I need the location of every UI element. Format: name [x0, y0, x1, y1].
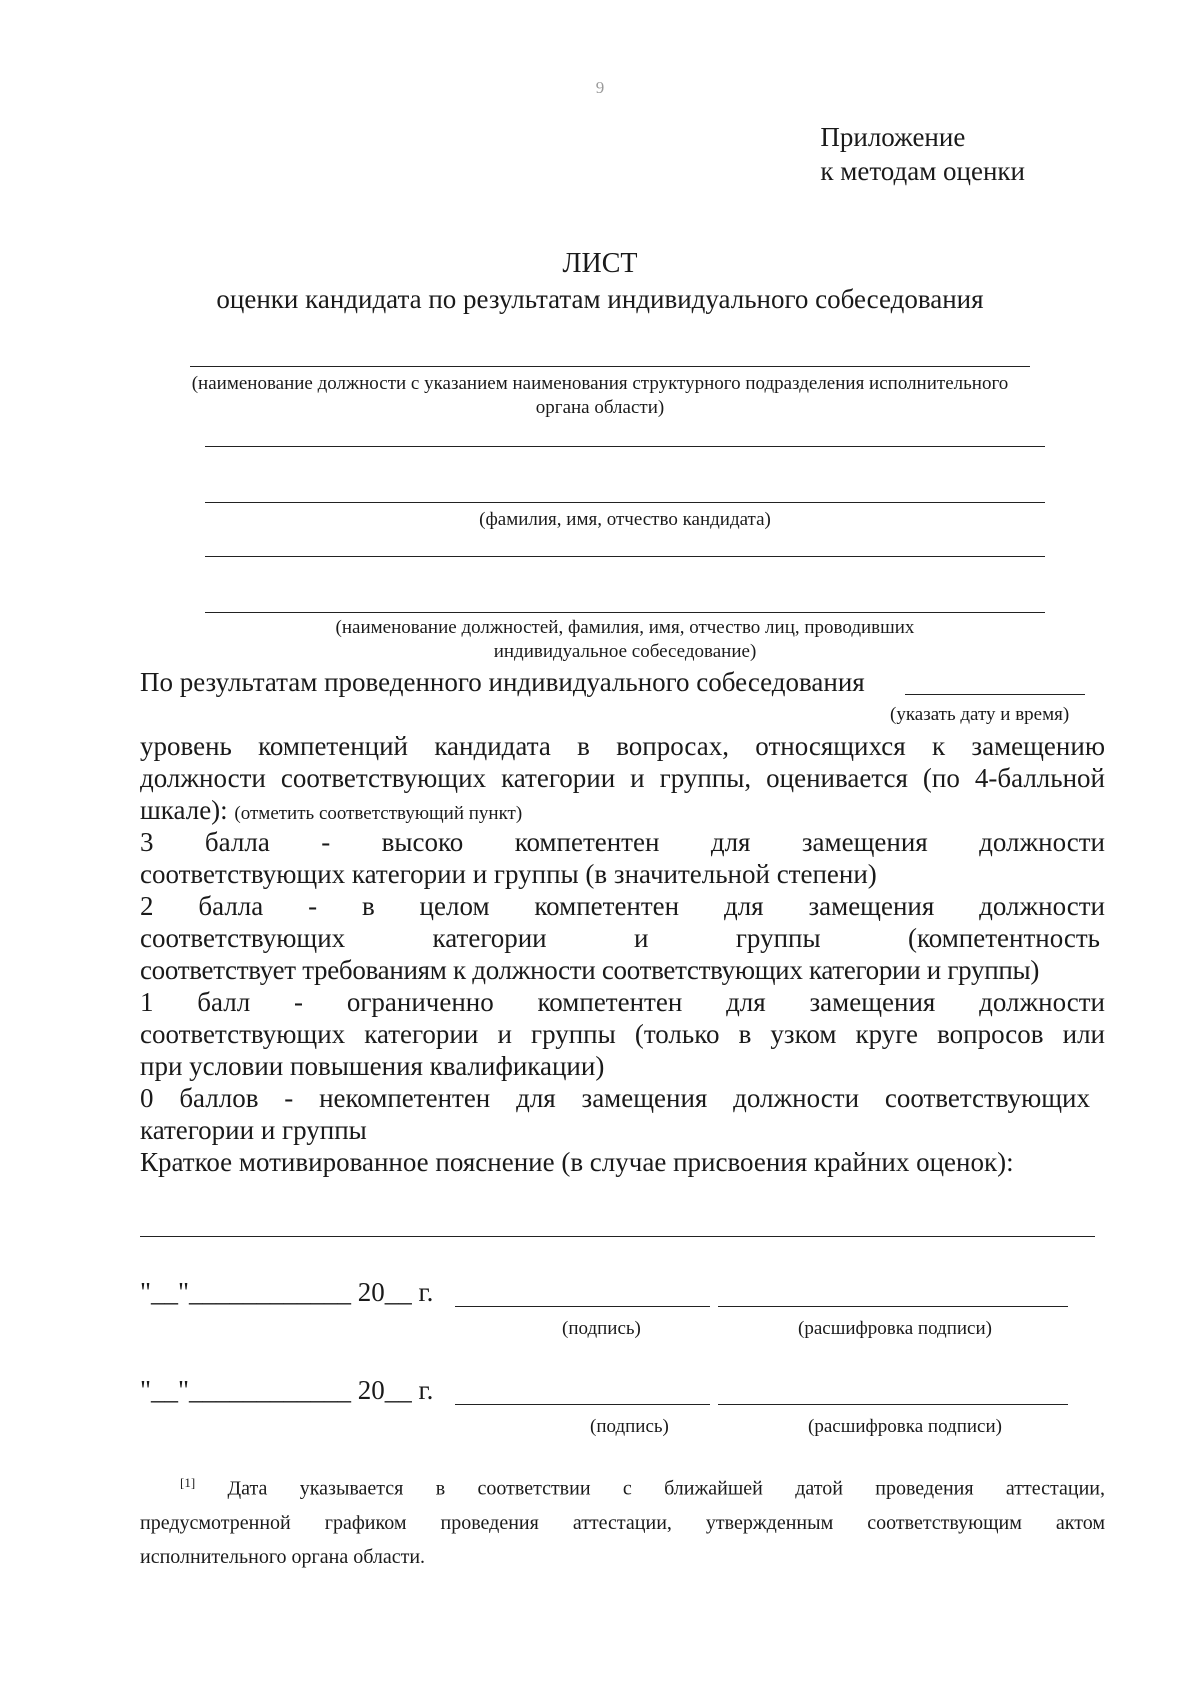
interviewers-caption-line-1: (наименование должностей, фамилия, имя, отчество лиц, проводивших — [335, 617, 915, 638]
level-text-line-2: должности соответствующих категории и группы, оценивается (по 4-балльной — [140, 763, 1105, 793]
footnote-line-3: исполнительного органа области. — [140, 1545, 426, 1568]
score-0-line-2: категории и группы — [140, 1115, 367, 1145]
document-subtitle: оценки кандидата по результатам индивидуального собеседования — [216, 284, 984, 314]
candidate-field-line-1[interactable] — [205, 446, 1045, 447]
document-title: ЛИСТ — [562, 248, 638, 279]
footnote-line-1-text: Дата указывается в соответствии с ближайшей датой проведения аттестации, — [227, 1477, 1105, 1500]
signature-row-1-decoding-line[interactable] — [718, 1306, 1068, 1307]
score-1-line-3: при условии повышения квалификации) — [140, 1051, 605, 1081]
signature-row-2-decoding-caption: (расшифровка подписи) — [808, 1416, 1002, 1437]
level-text-scale: шкале): — [140, 795, 228, 825]
interviewers-field-caption — [205, 616, 1045, 664]
footnote-line-2: предусмотренной графиком проведения аттестации, утвержденным соответствующим актом — [140, 1511, 1105, 1534]
signature-row-2-sign-line[interactable] — [455, 1404, 710, 1405]
annex-line-2: к методам оценки — [820, 156, 1025, 186]
signature-row-1-date[interactable]: "__"____________ 20__ г. — [140, 1277, 434, 1307]
score-2-line-1: 2 балла - в целом компетентен для замещения должности — [140, 891, 1105, 921]
level-text-line-3 — [140, 794, 522, 830]
footnote-line-1 — [140, 1466, 1105, 1506]
results-date-caption: (указать дату и время) — [890, 704, 1070, 725]
footnote — [140, 1466, 1105, 1574]
level-text-note: (отметить соответствующий пункт) — [234, 803, 523, 824]
signature-row-1-sign-line[interactable] — [455, 1306, 710, 1307]
interviewers-caption-line-2: индивидуальное собеседование) — [493, 641, 757, 662]
signature-row-2-date[interactable]: "__"____________ 20__ г. — [140, 1375, 434, 1405]
explanation-label: Краткое мотивированное пояснение (в случае присвоения крайних оценок): — [140, 1147, 1014, 1177]
footnote-marker: [1] — [180, 1475, 196, 1490]
annex-line-1: Приложение — [820, 122, 966, 152]
score-0-line-1: 0 баллов - некомпетентен для замещения должности соответствующих — [140, 1083, 1090, 1113]
annex-block — [820, 120, 1025, 188]
interviewers-field-line-2[interactable] — [205, 612, 1045, 613]
signature-row-2-sign-caption: (подпись) — [590, 1416, 669, 1437]
signature-row-1-decoding-caption: (расшифровка подписи) — [798, 1318, 992, 1339]
candidate-field-caption: (фамилия, имя, отчество кандидата) — [479, 509, 771, 530]
position-field-line[interactable] — [190, 366, 1030, 367]
score-2-line-2: соответствующих категории и группы (компетентность — [140, 923, 1100, 953]
score-3-line-2: соответствующих категории и группы (в значительной степени) — [140, 859, 877, 889]
results-date-line[interactable] — [905, 694, 1085, 695]
position-caption-line-1: (наименование должности с указанием наименования структурного подразделения исполнительного — [191, 373, 1009, 394]
results-intro: По результатам проведенного индивидуального собеседования — [140, 667, 865, 697]
score-3-line-1: 3 балла - высоко компетентен для замещения должности — [140, 827, 1105, 857]
level-text-line-1: уровень компетенций кандидата в вопросах, относящихся к замещению — [140, 731, 1105, 761]
explanation-field-line[interactable] — [140, 1236, 1095, 1237]
candidate-field-line-2[interactable] — [205, 502, 1045, 503]
interviewers-field-line-1[interactable] — [205, 556, 1045, 557]
position-caption-line-2: органа области) — [535, 397, 665, 418]
position-field-caption — [100, 372, 1100, 420]
score-1-line-1: 1 балл - ограниченно компетентен для замещения должности — [140, 987, 1105, 1017]
page-number: 9 — [595, 78, 605, 97]
score-2-line-3: соответствует требованиям к должности соответствующих категории и группы) — [140, 955, 1040, 985]
signature-row-2-decoding-line[interactable] — [718, 1404, 1068, 1405]
score-1-line-2: соответствующих категории и группы (только в узком круге вопросов или — [140, 1019, 1105, 1049]
signature-row-1-sign-caption: (подпись) — [562, 1318, 641, 1339]
